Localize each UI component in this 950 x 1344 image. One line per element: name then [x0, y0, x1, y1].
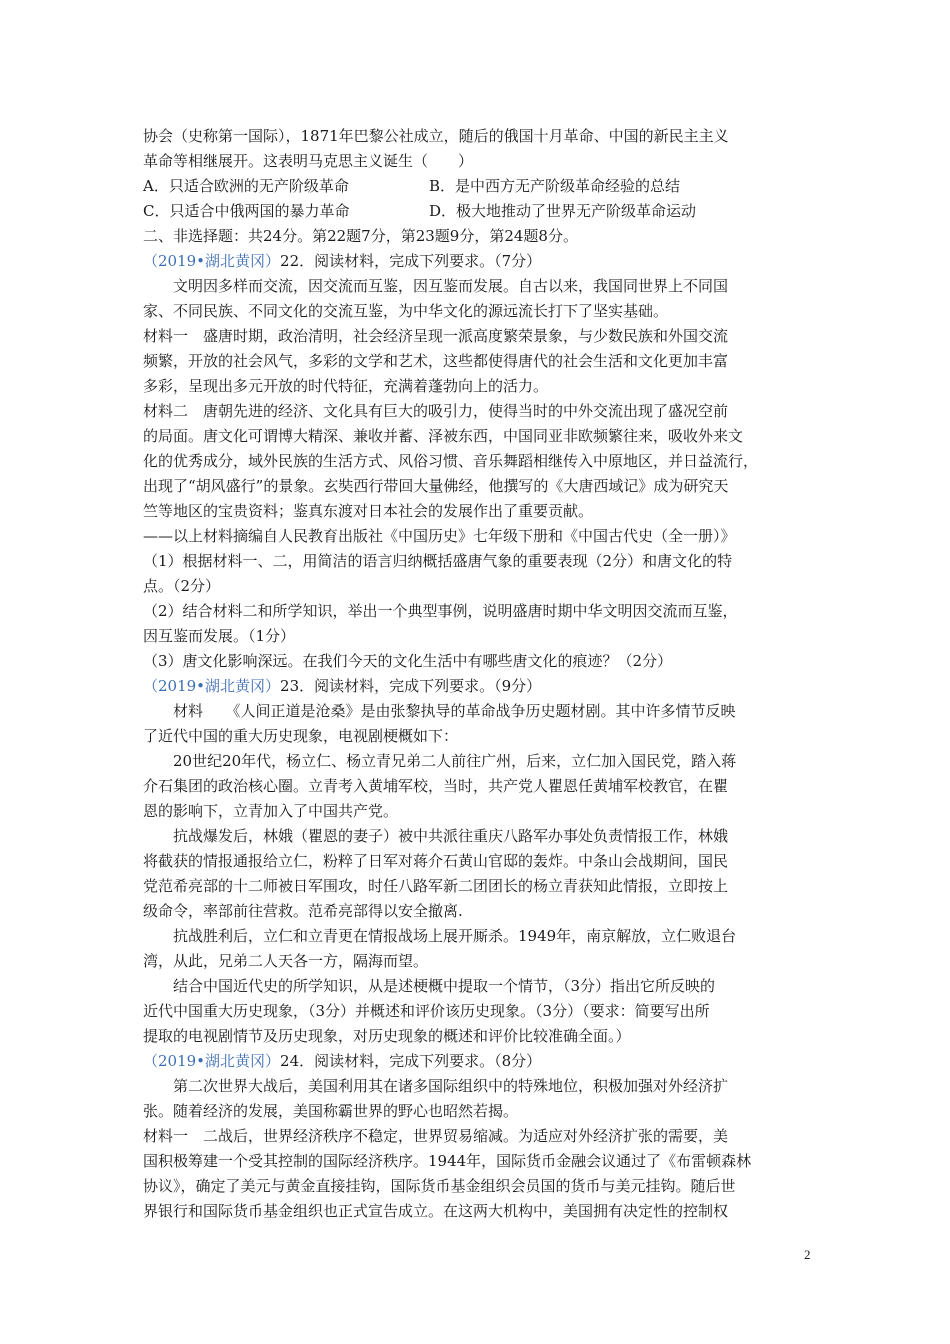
q23-material-line-2: 了近代中国的重大历史现象，电视剧梗概如下： — [143, 727, 459, 745]
q22-material2-line-1: 材料二 唐朝先进的经济、文化具有巨大的吸引力，使得当时的中外交流出现了盛况空前 — [143, 402, 729, 420]
section-2-heading: 二、非选择题：共24分。第22题7分，第23题9分，第24题8分。 — [143, 227, 578, 245]
q22-sub2-line-2: 因互鉴而发展。（1分） — [143, 627, 296, 645]
q22-sub2-line-1: （2）结合材料二和所学知识，举出一个典型事例，说明盛唐时期中华文明因交流而互鉴， — [143, 602, 738, 620]
q22-material1-line-1: 材料一 盛唐时期，政治清明，社会经济呈现一派高度繁荣景象，与少数民族和外国交流 — [143, 327, 729, 345]
q21-option-b: B．是中西方无产阶级革命经验的总结 — [429, 177, 681, 195]
q23-p3-line-2: 湾，从此，兄弟二人天各一方，隔海而望。 — [143, 952, 429, 970]
q23-material-line-1: 材料 《人间正道是沧桑》是由张黎执导的革命战争历史题材剧。其中许多情节反映 — [173, 702, 736, 720]
q21-line-1: 协会（史称第一国际），1871年巴黎公社成立，随后的俄国十月革命、中国的新民主主义 — [143, 127, 729, 145]
q23-p1-line-1: 20世纪20年代，杨立仁、杨立青兄弟二人前往广州，后来，立仁加入国民党，踏入蒋 — [173, 752, 737, 770]
q22-source-note: ——以上材料摘编自人民教育出版社《中国历史》七年级下册和《中国古代史（全一册）》 — [143, 527, 736, 545]
q23-source-tag: （2019•湖北黄冈） — [143, 677, 281, 695]
q24-source-tag: （2019•湖北黄冈） — [143, 1052, 281, 1070]
q22-material2-line-4: 出现了“胡风盛行”的景象。玄奘西行带回大量佛经，他撰写的《大唐西域记》成为研究天 — [143, 477, 729, 495]
page-content — [143, 124, 813, 1224]
q22-sub1-line-1: （1）根据材料一、二，用简洁的语言归纳概括盛唐气象的重要表现（2分）和唐文化的特 — [143, 552, 733, 570]
q24-header — [143, 1049, 813, 1074]
q22-material2-line-3: 化的优秀成分，域外民族的生活方式、风俗习惯、音乐舞蹈相继传入中原地区，并日益流行， — [143, 452, 759, 470]
q22-title: 22．阅读材料，完成下列要求。（7分） — [280, 252, 542, 270]
q21-options-row-2 — [143, 199, 813, 224]
q21-option-a: A．只适合欧洲的无产阶级革命 — [143, 177, 349, 195]
q23-p1-line-3: 恩的影响下，立青加入了中国共产党。 — [143, 802, 399, 820]
q22-material1-line-2: 频繁，开放的社会风气，多彩的文学和艺术，这些都使得唐代的社会生活和文化更加丰富 — [143, 352, 729, 370]
q22-intro-line-1: 文明因多样而交流，因交流而互鉴，因互鉴而发展。自古以来，我国同世界上不同国 — [173, 277, 729, 295]
q23-p2-line-2: 将截获的情报通报给立仁，粉粹了日军对蒋介石黄山官邸的轰炸。中条山会战期间，国民 — [143, 852, 729, 870]
q23-p4-line-2: 近代中国重大历史现象，（3分）并概述和评价该历史现象。（3分）（要求：简要写出所 — [143, 1002, 710, 1020]
q24-material1-line-2: 国积极筹建一个受其控制的国际经济秩序。1944年，国际货币金融会议通过了《布雷顿森林 — [143, 1152, 752, 1170]
q22-material2-line-2: 的局面。唐文化可谓博大精深、兼收并蓄、泽被东西，中国同亚非欧频繁往来，吸收外来文 — [143, 427, 744, 445]
q21-option-c: C．只适合中俄两国的暴力革命 — [143, 202, 350, 220]
q22-intro-line-2: 家、不同民族、不同文化的交流互鉴，为中华文化的源远流长打下了坚实基础。 — [143, 302, 669, 320]
q23-p4-line-3: 提取的电视剧情节及历史现象，对历史现象的概述和评价比较准确全面。） — [143, 1027, 631, 1045]
q22-source-tag: （2019•湖北黄冈） — [143, 252, 281, 270]
q24-title: 24．阅读材料，完成下列要求。（8分） — [280, 1052, 542, 1070]
q22-material1-line-3: 多彩，呈现出多元开放的时代特征，充满着蓬勃向上的活力。 — [143, 377, 549, 395]
q24-material1-line-3: 协议》，确定了美元与黄金直接挂钩，国际货币基金组织会员国的货币与美元挂钩。随后世 — [143, 1177, 736, 1195]
q22-header — [143, 249, 813, 274]
q21-options-row-1 — [143, 174, 813, 199]
q23-p2-line-4: 级命令，率部前往营救。范希亮部得以安全撤离. — [143, 902, 463, 920]
q21-line-2: 革命等相继展开。这表明马克思主义诞生（ ） — [143, 152, 474, 170]
q23-title: 23．阅读材料，完成下列要求。（9分） — [280, 677, 542, 695]
q23-p3-line-1: 抗战胜利后，立仁和立青更在情报战场上展开厮杀。1949年，南京解放，立仁败退台 — [173, 927, 737, 945]
q23-p4-line-1: 结合中国近代史的所学知识，从是述梗概中提取一个情节，（3分）指出它所反映的 — [173, 977, 716, 995]
q22-sub3: （3）唐文化影响深远。在我们今天的文化生活中有哪些唐文化的痕迹？（2分） — [143, 652, 673, 670]
q24-material1-line-1: 材料一 二战后，世界经济秩序不稳定，世界贸易缩减。为适应对外经济扩张的需要，美 — [143, 1127, 729, 1145]
page-number: 2 — [804, 1247, 811, 1262]
q21-option-d: D．极大地推动了世界无产阶级革命运动 — [429, 202, 697, 220]
q24-intro-line-2: 张。随着经济的发展，美国称霸世界的野心也昭然若揭。 — [143, 1102, 519, 1120]
q23-header — [143, 674, 813, 699]
q22-material2-line-5: 竺等地区的宝贵资料；鉴真东渡对日本社会的发展作出了重要贡献。 — [143, 502, 594, 520]
q22-sub1-line-2: 点。（2分） — [143, 577, 221, 595]
q23-p1-line-2: 介石集团的政治核心圈。立青考入黄埔军校，当时，共产党人瞿恩任黄埔军校教官，在瞿 — [143, 777, 729, 795]
q24-material1-line-4: 界银行和国际货币基金组织也正式宣告成立。在这两大机构中，美国拥有决定性的控制权 — [143, 1202, 729, 1220]
q23-p2-line-1: 抗战爆发后，林娥（瞿恩的妻子）被中共派往重庆八路军办事处负责情报工作，林娥 — [173, 827, 729, 845]
q23-p2-line-3: 党范希亮部的十二师被日军围攻，时任八路军新二团团长的杨立青获知此情报，立即按上 — [143, 877, 729, 895]
q24-intro-line-1: 第二次世界大战后，美国利用其在诸多国际组织中的特殊地位，积极加强对外经济扩 — [173, 1077, 729, 1095]
